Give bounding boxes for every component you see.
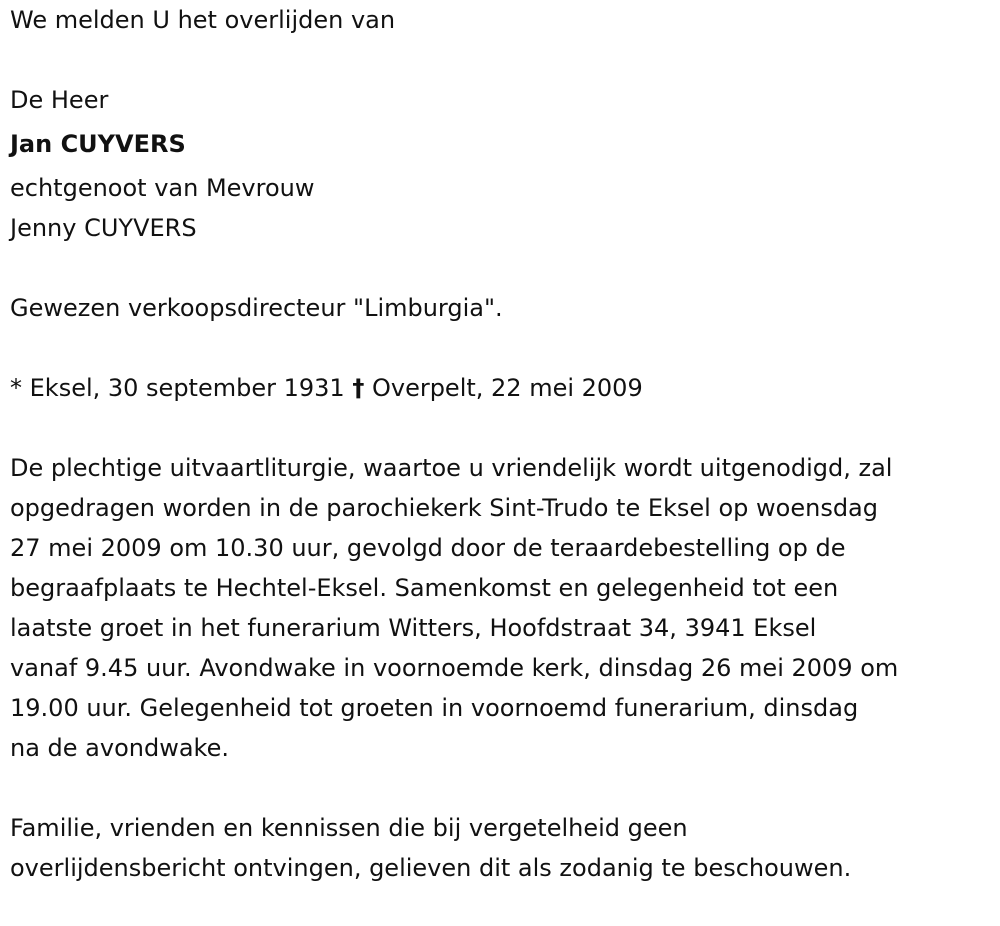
ceremony-line: begraafplaats te Hechtel-Eksel. Samenkomst en gelegenheid tot een (10, 574, 839, 602)
deceased-name: Jan CUYVERS (10, 130, 186, 158)
ceremony-line: 27 mei 2009 om 10.30 uur, gevolgd door de teraardebestelling op de (10, 534, 846, 562)
spacer (10, 248, 990, 288)
closing-line: Familie, vrienden en kennissen die bij vergetelheid geen (10, 814, 688, 842)
profession-text: Gewezen verkoopsdirecteur "Limburgia". (10, 294, 503, 322)
ceremony-line: vanaf 9.45 uur. Avondwake in voornoemde kerk, dinsdag 26 mei 2009 om (10, 654, 899, 682)
closing-paragraph (10, 808, 995, 888)
spacer (10, 328, 990, 368)
spouse-name: Jenny CUYVERS (10, 214, 197, 242)
ceremony-line: De plechtige uitvaartliturgie, waartoe u vriendelijk wordt uitgenodigd, zal (10, 454, 893, 482)
ceremony-line: opgedragen worden in de parochiekerk Sint-Trudo te Eksel op woensdag (10, 494, 878, 522)
honorific: De Heer (10, 86, 109, 114)
intro-text: We melden U het overlijden van (10, 6, 396, 34)
closing-line: overlijdensbericht ontvingen, gelieven dit als zodanig te beschouwen. (10, 854, 852, 882)
spacer (10, 768, 990, 808)
ceremony-line: na de avondwake. (10, 734, 229, 762)
ceremony-line: 19.00 uur. Gelegenheid tot groeten in voornoemd funerarium, dinsdag (10, 694, 859, 722)
death-date: Overpelt, 22 mei 2009 (371, 374, 643, 402)
ceremony-line: laatste groet in het funerarium Witters, Hoofdstraat 34, 3941 Eksel (10, 614, 817, 642)
spacer (10, 40, 990, 80)
life-dates (10, 368, 990, 408)
ceremony-paragraph (10, 448, 995, 768)
cross-icon: † (352, 374, 365, 402)
relation-text: echtgenoot van Mevrouw (10, 174, 315, 202)
birth-date: * Eksel, 30 september 1931 (10, 374, 345, 402)
spacer (10, 408, 990, 448)
